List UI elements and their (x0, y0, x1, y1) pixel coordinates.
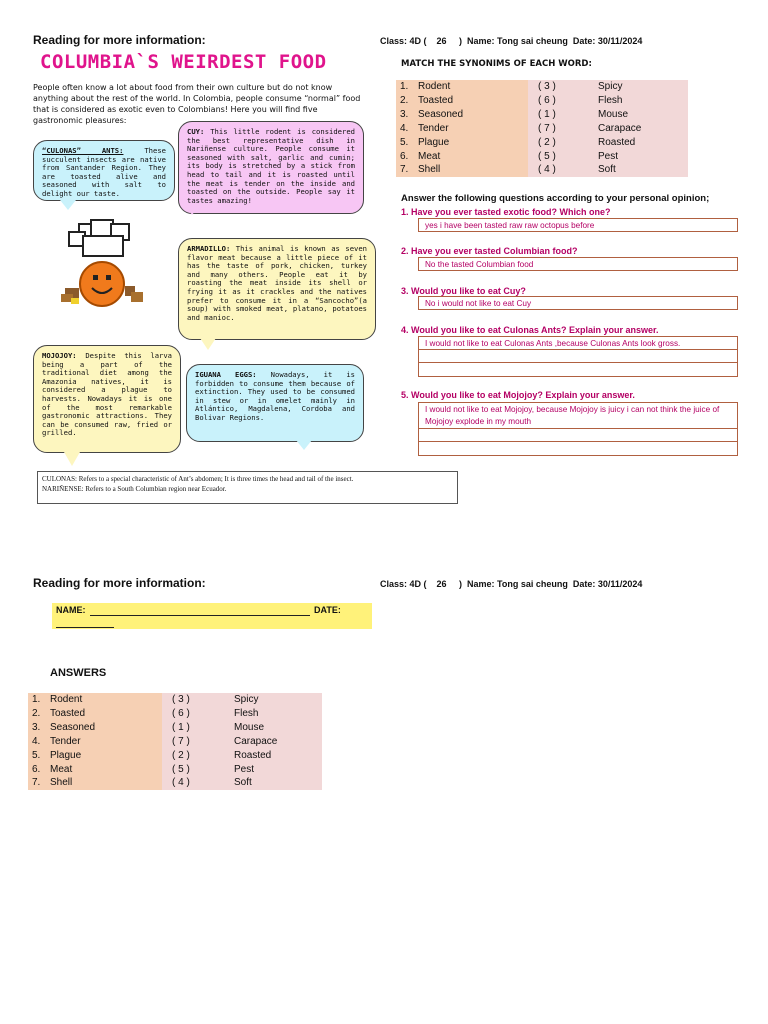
row-word: Tender (414, 122, 528, 136)
row-answer: ( 4 ) (162, 776, 230, 790)
row-answer: ( 1 ) (528, 108, 594, 122)
answer-number: 7 (178, 735, 184, 747)
page-title: COLUMBIA`S WEIRDEST FOOD (40, 51, 327, 73)
answer-number: 5 (544, 150, 550, 162)
date-label: DATE: (314, 605, 341, 615)
date-line[interactable] (56, 627, 114, 628)
question-2: 2. Have you ever tasted Columbian food? (401, 246, 578, 256)
answer-rule (418, 441, 738, 442)
page2-heading: Reading for more information: (33, 576, 206, 590)
row-answer: ( 3 ) (162, 693, 230, 707)
bubble-culonas-text: These succulent insects are native from Santander Region. They are toasted alive and seasoned with salt to delight our taste. (42, 146, 166, 198)
bubble-iguana (186, 364, 364, 442)
answers-title: ANSWERS (50, 667, 107, 679)
bubble-tail (64, 452, 80, 466)
bubble-armadillo-text: This animal is known as seven flavor meat because a little piece of it has the taste of pork, chicken, turkey and many others. People eat it by roasting the meat inside its shell or frying it as it crackles and the natives prefer to consume it in a “Sancocho”(a soup) with smoked meat, platano, potatoes and manioc. (187, 244, 367, 322)
row-synonym: Spicy (230, 693, 322, 707)
answer-rule (418, 349, 738, 350)
match-row (396, 80, 688, 94)
match-row (28, 763, 322, 777)
row-answer: ( 4 ) (528, 163, 594, 177)
row-synonym: Carapace (594, 122, 688, 136)
chef-icon (55, 218, 155, 318)
row-answer: ( 2 ) (528, 136, 594, 150)
question-5: 5. Would you like to eat Mojojoy? Explain your answer. (401, 390, 635, 400)
match-row (28, 749, 322, 763)
match-table (396, 80, 688, 177)
answer-field-3[interactable]: No i would not like to eat Cuy (418, 296, 738, 310)
question-1: 1. Have you ever tasted exotic food? Which one? (401, 207, 611, 217)
row-synonym: Pest (230, 763, 322, 777)
row-word: Shell (46, 776, 162, 790)
bubble-tail (200, 338, 216, 350)
bubble-iguana-text: Nowadays, it is forbidden to consume them because of extinction. They used to be consumed in stew or in omelet mainly in Atlántico, Magdalena, Cordoba and Bolivar Regions. (195, 370, 355, 422)
bubble-mojojoy-text: Despite this larva being a part of the traditional diet among the Amazonia natives, it is considered a plague to harvests. Nowadays it is one of the most remarkable gastronomic attractions. They can be consumed raw, fried or grilled. (42, 351, 173, 438)
row-synonym: Flesh (230, 707, 322, 721)
row-word: Toasted (46, 707, 162, 721)
row-number: 3. (28, 721, 46, 735)
footnote: CULONAS: Refers to a special characteristic of Ant’s abdomen; It is three times the head and tail of the insect. (42, 475, 354, 483)
answer-rule (418, 362, 738, 363)
row-word: Toasted (414, 94, 528, 108)
page1-class-line: Class: 4D ( 26 ) Name: Tong sai cheung Date: 30/11/2024 (380, 36, 643, 46)
row-synonym: Pest (594, 150, 688, 164)
row-number: 4. (28, 735, 46, 749)
bubble-cuy-text: This little rodent is considered the best representative dish in Nariñense culture. People consume it seasoned with salt, garlic and cumin; its body is stretched by a stick from head to tail and it is roasted until the meat is tender on the inside and toasted on the outside. People say it tastes amazing! (187, 127, 355, 205)
answer-number: 6 (544, 94, 550, 106)
bubble-mojojoy-name: MOJOJOY: (42, 351, 77, 360)
intro-paragraph: People often know a lot about food from their own culture but do not know anything about the rest of the world. In Colombia, people consume “normal” food that is considered as exotic even to Colombians! Here you will find five gastronomic pleasures: (33, 83, 361, 125)
match-row (28, 735, 322, 749)
row-number: 1. (396, 80, 414, 94)
bubble-culonas (33, 140, 175, 201)
answer-number: 6 (178, 707, 184, 719)
match-row (396, 163, 688, 177)
answer-field-5[interactable]: I would not like to eat Mojojoy, because Mojojoy is juicy i can not think the juice of Mojojoy explode in my mouth (418, 402, 738, 456)
bubble-armadillo-name: ARMADILLO: (187, 244, 231, 253)
row-number: 2. (28, 707, 46, 721)
row-synonym: Mouse (230, 721, 322, 735)
row-answer: ( 6 ) (528, 94, 594, 108)
answer-rule (418, 428, 738, 429)
question-4: 4. Would you like to eat Culonas Ants? Explain your answer. (401, 325, 659, 335)
row-answer: ( 6 ) (162, 707, 230, 721)
row-word: Plague (414, 136, 528, 150)
row-word: Shell (414, 163, 528, 177)
bubble-cuy (178, 121, 364, 214)
bubble-iguana-name: IGUANA EGGS: (195, 370, 257, 379)
row-synonym: Roasted (594, 136, 688, 150)
footnote: NARIÑENSE: Refers to a South Columbian region near Ecuador. (42, 485, 227, 493)
row-answer: ( 1 ) (162, 721, 230, 735)
name-label: NAME: (56, 605, 86, 615)
bubble-mojojoy (33, 345, 181, 453)
row-number: 7. (28, 776, 46, 790)
row-word: Plague (46, 749, 162, 763)
row-synonym: Roasted (230, 749, 322, 763)
answer-number: 2 (178, 749, 184, 761)
bubble-tail (296, 440, 312, 450)
bubble-culonas-name: “CULONAS” ANTS: (42, 146, 124, 155)
answer-number: 3 (544, 81, 550, 92)
row-number: 2. (396, 94, 414, 108)
row-synonym: Mouse (594, 108, 688, 122)
match-row (396, 94, 688, 108)
match-row (28, 721, 322, 735)
answer-field-1[interactable]: yes i have been tasted raw raw octopus before (418, 218, 738, 232)
row-answer: ( 7 ) (162, 735, 230, 749)
row-word: Rodent (46, 693, 162, 707)
row-word: Seasoned (414, 108, 528, 122)
row-word: Meat (46, 763, 162, 777)
match-title: MATCH THE SYNONIMS OF EACH WORD: (401, 59, 592, 69)
row-synonym: Flesh (594, 94, 688, 108)
row-answer: ( 2 ) (162, 749, 230, 763)
answer-number: 5 (178, 763, 184, 775)
match-row (28, 693, 322, 707)
answer-field-4[interactable]: I would not like to eat Culonas Ants ,because Culonas Ants look gross. (418, 336, 738, 377)
row-number: 1. (28, 693, 46, 707)
match-row (396, 122, 688, 136)
row-answer: ( 5 ) (528, 150, 594, 164)
answer-number: 2 (544, 136, 550, 148)
row-number: 5. (28, 749, 46, 763)
answers-table (28, 693, 322, 790)
row-number: 3. (396, 108, 414, 122)
row-synonym: Soft (230, 776, 322, 790)
chef-illustration (55, 218, 155, 318)
row-word: Meat (414, 150, 528, 164)
match-row (28, 707, 322, 721)
questions-title: Answer the following questions according to your personal opinion; (401, 193, 710, 204)
row-answer: ( 3 ) (528, 80, 594, 94)
answer-number: 4 (544, 164, 550, 176)
answer-number: 7 (544, 122, 550, 134)
bubble-tail (186, 205, 200, 215)
row-number: 4. (396, 122, 414, 136)
bubble-cuy-name: CUY: (187, 127, 205, 136)
match-row (396, 150, 688, 164)
page2-class-line: Class: 4D ( 26 ) Name: Tong sai cheung Date: 30/11/2024 (380, 579, 643, 589)
answer-number: 1 (544, 108, 550, 120)
row-word: Seasoned (46, 721, 162, 735)
row-answer: ( 5 ) (162, 763, 230, 777)
answer-number: 4 (178, 777, 184, 789)
match-row (396, 136, 688, 150)
footnotes-box (37, 471, 458, 504)
row-answer: ( 7 ) (528, 122, 594, 136)
match-row (28, 776, 322, 790)
page1-heading: Reading for more information: (33, 33, 206, 47)
row-number: 7. (396, 163, 414, 177)
answer-number: 3 (178, 694, 184, 705)
answer-number: 1 (178, 721, 184, 733)
row-synonym: Soft (594, 163, 688, 177)
answer-field-2[interactable]: No the tasted Columbian food (418, 257, 738, 271)
question-3: 3. Would you like to eat Cuy? (401, 286, 526, 296)
bubble-armadillo (178, 238, 376, 340)
row-word: Rodent (414, 80, 528, 94)
row-number: 6. (28, 763, 46, 777)
row-word: Tender (46, 735, 162, 749)
row-synonym: Spicy (594, 80, 688, 94)
row-number: 6. (396, 150, 414, 164)
name-date-bar (52, 603, 372, 629)
name-line[interactable] (90, 615, 310, 616)
match-row (396, 108, 688, 122)
bubble-tail (60, 200, 76, 210)
row-synonym: Carapace (230, 735, 322, 749)
row-number: 5. (396, 136, 414, 150)
